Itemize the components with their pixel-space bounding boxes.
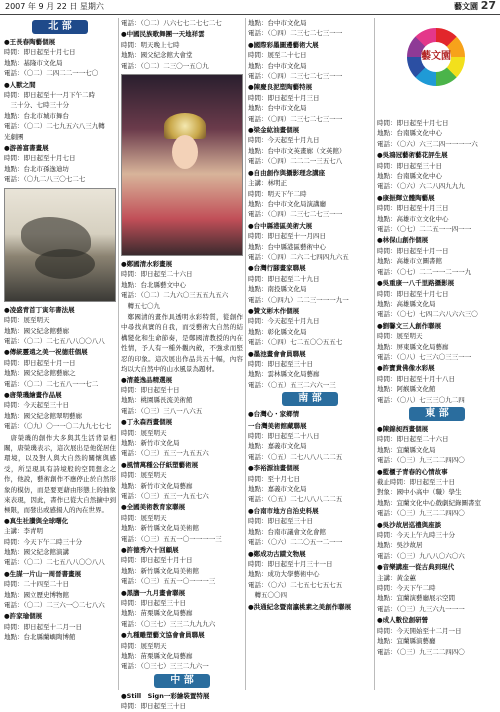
- event-detail: 時間：今天起至十月九日: [248, 136, 320, 145]
- event-listing: [377, 321, 497, 363]
- event-detail: 時間：即日起至二十九日: [248, 274, 320, 283]
- section-logo: [377, 18, 497, 114]
- event-title: ●許家瑜個展: [4, 612, 43, 621]
- event-detail: 電話：（〇二）二三〇一五〇九: [121, 61, 209, 70]
- event-detail: 電話：（〇六）六三二四一一一一六: [377, 139, 478, 148]
- event-detail: 時間：展至明天: [377, 332, 423, 341]
- event-detail: 地點：台南縣文化中心: [377, 172, 442, 181]
- event-detail: 電話：（〇二）二七五八八〇〇八八: [4, 336, 105, 345]
- event-detail: 時間：展至明天: [4, 316, 50, 325]
- event-listing: [121, 460, 243, 502]
- event-title: ●人獸之間: [4, 80, 36, 89]
- region-banner: 南 部: [282, 392, 338, 406]
- event-title: ●劉馨文三人創作聯展: [377, 321, 442, 330]
- event-detail: 地點：國父紀念館藝廊之: [4, 369, 76, 378]
- event-detail: 地點：台北縣蘭嶼陶博館: [4, 633, 76, 642]
- event-title: ●音樂講座一從古典到現代: [377, 563, 455, 572]
- column-3: [248, 18, 372, 690]
- event-listing: [4, 37, 116, 79]
- event-title: ●洪通紀念暨南瀛桃素之美創作聯展: [248, 602, 352, 611]
- event-title: ●吳重康一八千里路攝影展: [377, 279, 455, 288]
- event-listing: [248, 506, 372, 548]
- event-title: ●清菱逸品精選展: [121, 375, 173, 384]
- event-detail: 電話：（〇五）二七八八八二二五: [248, 495, 343, 504]
- event-detail: 電話：（〇三）九三六九一一一: [377, 604, 465, 613]
- event-detail: 時間：即日起至三十日: [248, 517, 313, 526]
- event-listing: [377, 615, 497, 657]
- event-detail: 時間：展至二十七日: [248, 51, 307, 60]
- event-title: ●台灣行腳畫家聯展: [248, 264, 306, 273]
- event-title: ●中國民族歌舞團一天地祥雲: [121, 30, 205, 39]
- event-listing: [4, 143, 116, 185]
- event-detail: 時間：今天下午二時: [377, 584, 436, 593]
- event-detail: 時間：即日起至三十日: [377, 161, 442, 170]
- event-title: ●陳慶良泥塑陶藝特展: [248, 83, 313, 92]
- event-detail: 地點：台北市城市舞台: [4, 111, 69, 120]
- event-detail: 電話：（〇二）二七五八八〇〇八八: [4, 558, 105, 567]
- event-title: ●台南市地方自治史料展: [248, 506, 319, 515]
- event-detail: 電話：（〇四）二三七二七三一一: [248, 29, 343, 38]
- event-listing: [121, 588, 243, 630]
- event-detail: 時間：即日起至十一月四日: [248, 232, 326, 241]
- event-detail: 電話：（〇二）二七五八一一七二: [4, 379, 99, 388]
- event-detail: 時間：即日起至二十六日: [377, 435, 449, 444]
- event-listing: [248, 221, 372, 263]
- event-detail: 地點：南投縣文化局: [248, 285, 307, 294]
- event-detail: 電話：（〇三）九三二二四四〇: [377, 647, 465, 656]
- event-photo: [121, 74, 243, 256]
- event-title: ●鄭國清水彩畫展: [121, 260, 173, 269]
- event-detail: 時間：即日起至十月一日: [4, 358, 76, 367]
- event-title: ●風情萬種公仔紙塑藝術展: [121, 460, 199, 469]
- event-detail: 地點：宜蘭文化中心戲劇紀錄圖書室: [377, 498, 481, 507]
- event-detail: 電話：（〇四）七二五〇〇五五七: [248, 338, 343, 347]
- event-title: ●梁金紘油畫個展: [248, 126, 300, 135]
- event-detail: 時間：明天晚上七時: [121, 40, 180, 49]
- region-banner: 東 部: [409, 407, 465, 421]
- event-detail: 地點：台北市孫逸迪坊: [4, 164, 69, 173]
- event-detail: 電話：（〇三）九八八〇六〇六: [377, 551, 465, 560]
- event-detail: 地點：國立歷史博物館: [4, 590, 69, 599]
- event-detail: 地點：國父紀念館演講: [4, 548, 69, 557]
- event-listing: [248, 306, 372, 348]
- event-detail: 時間：即日起至二十六日: [121, 270, 193, 279]
- event-listing: [4, 390, 116, 432]
- event-detail: 地點：基隆市文化局: [4, 58, 63, 67]
- event-detail: 電話：（〇四）二二二一三五七八: [248, 157, 343, 166]
- event-title: ●九種雕塑藝文協會會員聯展: [121, 631, 205, 640]
- event-detail: 電話：（〇四）二六二七四四九六五: [248, 252, 349, 261]
- event-listing: [4, 305, 116, 347]
- event-detail: 地點：高雄市立圖書館: [377, 257, 442, 266]
- column-4: [377, 18, 497, 690]
- event-listing: [4, 569, 116, 611]
- event-detail: 電話：（〇三）九三二二四四〇: [377, 456, 465, 465]
- event-detail: 地點：宜蘭縣演藝廳: [377, 637, 436, 646]
- event-title: ●全國美術教育家聯展: [121, 503, 186, 512]
- event-listing: [121, 259, 243, 311]
- event-title: ●林保山創作個展: [377, 236, 429, 245]
- event-detail: 地點：桃園縣長流美術館: [121, 396, 193, 405]
- event-title: ●國際彩墨圖邊藝術大展: [248, 40, 319, 49]
- event-title: ●凌盛青首丁寅年書法展: [4, 305, 75, 314]
- event-listing: [121, 29, 243, 71]
- event-detail: 地點：台中市文化局演講廳: [248, 199, 326, 208]
- event-listing: [377, 235, 497, 277]
- event-detail: 時間：即日起至十月三日: [248, 93, 320, 102]
- event-detail: 地點：國父紀念館翠明藝廊: [4, 411, 82, 420]
- event-detail: 時間：即日起至十月十日: [121, 556, 193, 565]
- event-detail: 時間：即日起至三十日: [248, 360, 313, 368]
- event-description: 鄭國清的畫作具透明水彩特質，從創作中尋找真實的自我，而受藝術大自然的結構變化和生命節奏，是鄭國清教授的內在性情，予人有一種外觀內斂，不強求而堅忍的印象。這次展出作品共五十幅，內容均以大自然中的山水風景為題材。: [121, 313, 243, 374]
- event-listing: [377, 278, 497, 320]
- event-detail: 時間：今天起至三十日: [4, 401, 69, 410]
- event-detail: 時間：明天下午二時: [248, 189, 307, 198]
- event-detail: 地點：雲林縣文化局藝廊: [248, 370, 320, 379]
- region-banner: 中 部: [154, 674, 210, 688]
- event-detail: 光劇團: [4, 132, 24, 141]
- event-detail: 時間：展至明天: [121, 471, 167, 480]
- event-detail: 電話：（〇四）二三七二七三一一: [248, 210, 343, 219]
- event-detail: 地點：台中市文化局: [248, 104, 307, 113]
- event-detail: 電話：（〇九二八三〇七二七: [4, 175, 86, 184]
- event-detail: 電話：（〇四）二三七二七三一一: [248, 72, 343, 81]
- event-detail: 地點：成功大學藝術中心: [248, 570, 320, 579]
- event-detail: 地點：屏東縣文化局藝廊: [377, 342, 449, 351]
- event-title: ●成人數位創研營: [377, 616, 429, 625]
- event-title: ●游善富書畫展: [4, 144, 49, 153]
- event-detail: 電話：（〇六）二七五七七五七五: [248, 580, 343, 589]
- event-detail: 時間：展至明天: [121, 641, 167, 650]
- event-title: ●李裕源油畫個展: [248, 464, 300, 473]
- event-detail: 電話：（〇二）八六七七二七七二七: [121, 19, 222, 27]
- event-title: ●王長春陶藝個展: [4, 38, 56, 46]
- event-detail: 時間：即日起至十二月一日: [4, 622, 82, 631]
- event-detail: 地點：宜蘭演藝廳展示空間: [377, 594, 455, 603]
- event-title: ●丁永森西畫個展: [121, 418, 173, 427]
- event-listing: [377, 467, 497, 519]
- event-detail: 時間：至十月七日: [248, 474, 300, 483]
- event-detail: 時間：即日起至三十日: [121, 702, 186, 711]
- column-2: [121, 18, 243, 711]
- event-title: ●自由創作與攝影理念講座: [248, 168, 326, 177]
- event-title: ●吳鴻冠藝術藝花評生展: [377, 151, 448, 160]
- event-listing: [377, 118, 497, 149]
- event-detail: 時間：即日起至十日: [121, 385, 180, 394]
- event-detail: 電話：（〇二）二七九五六八三九轉: [4, 122, 105, 131]
- event-listing: [121, 691, 243, 712]
- event-listing: [121, 375, 243, 417]
- event-detail: 地點：國父紀念館大會堂: [121, 51, 193, 60]
- event-detail: 地點：台中縣港區藝術中心: [248, 242, 326, 251]
- event-detail: 地點：新竹市文化局: [121, 438, 180, 447]
- event-detail: 電話：（〇四九）二二三一一一九一: [248, 295, 349, 304]
- event-detail: 時間：展至明天: [121, 428, 167, 437]
- event-detail: 時間：即日起至二十八日: [248, 432, 320, 441]
- event-listing: [4, 611, 116, 642]
- event-listing: [377, 562, 497, 614]
- event-listing: [377, 424, 497, 466]
- event-detail: 時間：即日起至十一月下午二時: [4, 91, 95, 100]
- event-detail: 電話：（〇三）五三一九五五六: [121, 449, 209, 458]
- event-detail: 電話：（〇二）二四二二一一七〇: [4, 69, 99, 78]
- issue-date: 2007 年 9 月 22 日 星期六: [5, 2, 104, 11]
- event-detail: 電話：（〇九）〇一一〇二九九七七七: [4, 422, 112, 431]
- event-title: ●藍櫃子青春的心情故事: [377, 467, 448, 476]
- event-listing: [248, 421, 372, 463]
- event-listing: [248, 82, 372, 124]
- event-detail: 時間：即日起至十月七日: [377, 119, 449, 127]
- event-detail: 電話：（〇五）二七八八八二二五: [248, 452, 343, 461]
- event-detail: 時間：即日起至十月七日: [4, 48, 76, 57]
- event-listing: [121, 18, 243, 28]
- event-listing: [248, 125, 372, 167]
- event-detail: 電話：（〇八）七三六〇三三一一: [377, 352, 472, 361]
- event-detail: 地點：台北縣藝文中心: [121, 280, 186, 289]
- event-detail: 電話：（〇三）九三二二四四〇: [377, 509, 465, 518]
- face-shape: [172, 135, 198, 169]
- event-title: 一台灣美術館藏聯展: [248, 421, 307, 430]
- logo-text: 藝文園: [421, 42, 451, 72]
- event-detail: 地點：高雄市立文化中心: [377, 214, 449, 223]
- page-header: [0, 0, 500, 15]
- event-detail: 時間：今天下午二時三十分: [4, 537, 82, 546]
- event-listing: [248, 40, 372, 82]
- event-detail: 電話：（〇八）七三三〇九二四: [377, 395, 465, 404]
- event-detail: 截止時間：即日起至三十日: [377, 478, 455, 486]
- event-detail: 地點：吳沙故居: [377, 541, 423, 550]
- event-detail: 地點：嘉義市文化局: [248, 485, 307, 494]
- event-detail: 電話：（〇三）三八一八六五: [121, 406, 203, 415]
- event-title: ●陳錦昶西畫個展: [377, 424, 429, 433]
- event-listing: [248, 168, 372, 220]
- event-detail: 對象：國中小高中（職）學生: [377, 488, 462, 497]
- event-listing: [121, 502, 243, 544]
- event-detail: 時間：即日起至十月十八日: [377, 374, 455, 383]
- event-detail: 地點：苗栗縣文化局藝廊: [121, 652, 193, 661]
- event-listing: [121, 630, 243, 672]
- event-title: ●許寶貴佛像水彩展: [377, 364, 435, 373]
- event-title: ●台中縣港區美術大展: [248, 221, 313, 230]
- event-detail: 時間：即日起至十月七日: [4, 154, 76, 163]
- event-detail: 地點：國父紀念館藝廊: [4, 326, 69, 335]
- event-detail: 電話：（〇四）二三七二七三一一: [248, 114, 343, 123]
- event-listing: [248, 602, 372, 612]
- event-title: ●黑膽一九月畫會聯展: [121, 588, 186, 597]
- event-detail: 主講：李青明: [4, 527, 43, 536]
- event-detail: 地點：阿緱縣文化館: [377, 385, 436, 394]
- event-listing: [248, 463, 372, 505]
- event-detail: 地點：新竹市文化局藝廊: [121, 481, 193, 490]
- event-title: ●傳統靈遠之美一祝德莊個展: [4, 348, 88, 357]
- event-title: ●鄭成功古蹟文物展: [248, 549, 306, 558]
- event-detail: 時間：今天起至十月九日: [248, 317, 320, 326]
- event-detail: 時間：今天上午九時三十分: [377, 531, 455, 540]
- event-detail: 電話：（〇六）二二〇五一二一一: [248, 538, 343, 547]
- event-listing: [377, 363, 497, 405]
- event-listing: [377, 193, 497, 235]
- event-detail: 時間：即日起至十月三日: [377, 204, 449, 213]
- region-banner: 北 部: [32, 20, 88, 34]
- event-listing: [4, 80, 116, 142]
- event-detail: 電話：（〇二）二三六一〇二七八六: [4, 601, 105, 610]
- column-divider: [374, 18, 375, 690]
- event-detail: 電話：（〇六）六二八四九九九: [377, 182, 465, 191]
- event-listing: [4, 516, 116, 568]
- event-detail: 時間：即日起至十月一日: [377, 246, 449, 255]
- page-number: 27: [480, 0, 496, 12]
- event-title: ●吳沙故居巡禮與座談: [377, 520, 442, 529]
- event-detail: 主講：黃金蕙: [377, 573, 416, 582]
- event-detail: 地點：台中市文英畫廊（文英館）: [248, 146, 346, 155]
- event-detail: 地點：台中市文化局: [248, 19, 307, 27]
- event-detail: 地點：嘉義市文化局: [248, 442, 307, 451]
- event-detail: 電話：（〇三）五三一九五七六: [121, 491, 209, 500]
- column-divider: [245, 18, 246, 690]
- column-1: [4, 18, 116, 690]
- event-listing: [248, 409, 372, 419]
- event-title: ●真生社讚與全球曙化: [4, 516, 69, 525]
- event-title: ●生謀一片山一周晉書畫展: [4, 569, 82, 578]
- event-detail: 地點：新竹縣文化局美術館: [121, 524, 199, 533]
- event-listing: [248, 18, 372, 39]
- event-title: ●Still Sign一彩繪裝置特展: [121, 691, 210, 700]
- event-listing: [377, 520, 497, 562]
- event-detail: 時間：展至明天: [121, 513, 167, 522]
- event-detail: 時間：今天開始至十二月一日: [377, 626, 462, 635]
- event-detail: 地點：台南市議會文化會館: [248, 527, 326, 536]
- event-title: ●唐榮璣繪畫作品展: [4, 390, 62, 399]
- event-title: ●墨池畫會會員聯展: [248, 349, 306, 358]
- event-detail: 地點：苗栗縣文化局藝廊: [121, 609, 193, 618]
- event-title: ●許德秀六十回顧展: [121, 546, 179, 554]
- event-detail: 電話：（〇五）五三二六六一三: [248, 380, 336, 389]
- event-detail: 地點：彰化縣文化局: [248, 327, 307, 336]
- event-listing: [248, 263, 372, 305]
- event-detail: 主講：林明正: [248, 179, 287, 188]
- event-photo: [4, 188, 116, 302]
- event-detail: 電話：（〇七）二二一一二一一九: [377, 267, 472, 276]
- event-title: ●台灣心・家鄉情: [248, 410, 300, 419]
- event-detail: 地點：新竹縣文化局美術館: [121, 566, 199, 575]
- event-detail: 電話：（〇三七）三三二九九九六: [121, 619, 216, 628]
- event-detail: 地點：高雄縣文化局: [377, 299, 436, 308]
- event-detail: 電話：（〇七）二二五一一四一一: [377, 225, 472, 234]
- event-detail: 時間：即日起至十月三十一日: [248, 559, 333, 568]
- event-listing: [377, 150, 497, 192]
- ink-wash-shape: [35, 249, 95, 279]
- event-detail: 地點：台南縣文化中心: [377, 129, 442, 138]
- event-detail: 地點：宜蘭縣文化局: [377, 445, 436, 454]
- event-detail: 時間：即日起至十月七日: [377, 289, 449, 298]
- event-listing: [4, 347, 116, 389]
- event-detail: 三十分、七時三十分: [4, 101, 69, 110]
- event-detail: 地點：台中市文化局: [248, 61, 307, 70]
- event-listing: [121, 545, 243, 587]
- event-listing: [248, 549, 372, 601]
- event-detail: 電話：（〇二）二九六〇三五五九五六: [121, 291, 229, 300]
- event-detail: 電話：（〇三七）三三二九六一: [121, 662, 209, 671]
- section-name: 藝文園: [454, 2, 478, 11]
- event-detail: 電話：（〇三）五五一〇一一一三: [121, 577, 216, 586]
- event-detail: 轉五七〇九: [121, 301, 160, 310]
- event-detail: 時間：即日起至三十日: [121, 599, 186, 608]
- event-detail: 轉五〇〇四: [248, 591, 287, 600]
- event-detail: 電話：（〇七）七四二六八六六三〇: [377, 310, 478, 319]
- event-detail: 時間：二十四至二十日: [4, 580, 69, 589]
- event-listing: [121, 417, 243, 459]
- event-title: ●贊文彬木作個展: [248, 306, 300, 315]
- event-listing: [248, 349, 372, 391]
- event-title: ●康振輝立體陶藝展: [377, 193, 435, 202]
- column-divider: [118, 18, 119, 690]
- event-detail: 電話：（〇三）五五一〇一一一一三: [121, 534, 222, 543]
- event-description: 唐榮璣的創作大多與其生活背景相關，唐榮璣表示，這次展出是他從居住環境，以及對人與大自然的關懷與感受，所呈現具有詩境般的空間想念之作，他說，藝術創作不應停止於自然形象的模仿，而是要更藉由形態上的抽象來表現，因此，書作已從大自然擴中到極限，而發出或感揚人的內在世界。: [4, 433, 116, 515]
